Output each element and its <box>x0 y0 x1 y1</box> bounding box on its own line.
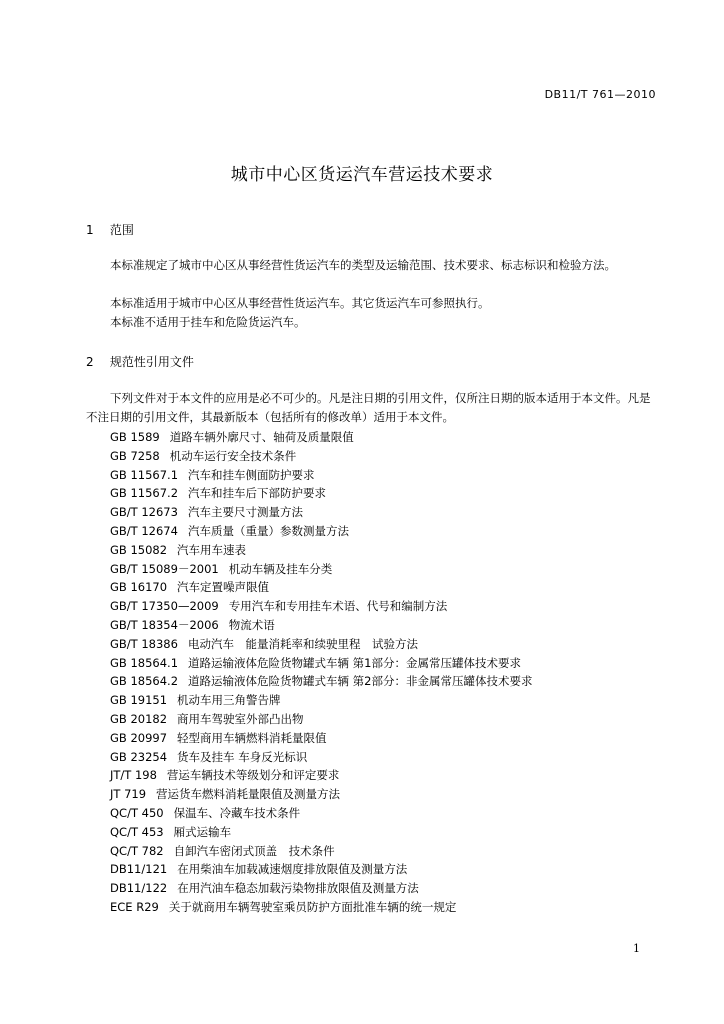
reference-code: GB/T 12674 <box>110 523 178 538</box>
reference-code: GB/T 17350—2009 <box>110 599 219 614</box>
reference-code: ECE R29 <box>110 899 159 914</box>
reference-code: DB11/121 <box>110 862 168 877</box>
reference-title: 轻型商用车辆燃料消耗量限值 <box>177 730 327 745</box>
reference-title: 机动车运行安全技术条件 <box>169 448 297 463</box>
list-item <box>110 785 532 804</box>
section-2-heading <box>86 353 194 370</box>
reference-title: 厢式运输车 <box>173 824 232 839</box>
list-item <box>110 766 532 785</box>
reference-code: GB 11567.2 <box>110 486 179 501</box>
section-1-heading <box>86 221 134 238</box>
reference-title: 汽车主要尺寸测量方法 <box>187 505 303 520</box>
reference-title: 道路车辆外廓尺寸、轴荷及质量限值 <box>169 430 354 444</box>
list-item <box>110 748 532 767</box>
reference-code: GB 1589 <box>110 430 160 444</box>
reference-code: GB/T 15089－2001 <box>110 561 219 576</box>
reference-title: 汽车和挂车侧面防护要求 <box>188 467 315 482</box>
reference-title: 物流术语 <box>228 617 275 632</box>
reference-title: 汽车定置噪声限值 <box>177 580 270 595</box>
references-intro-paragraph: 下列文件对于本文件的应用是必不可少的。凡是注日期的引用文件，仅所注日期的版本适用于本文件。凡是不注日期的引用文件，其最新版本（包括所有的修改单）适用于本文件。 <box>86 391 651 424</box>
reference-code: QC/T 782 <box>110 843 164 858</box>
list-item <box>110 879 532 898</box>
standard-code: DB11/T 761—2010 <box>544 88 656 101</box>
list-item <box>110 466 532 485</box>
reference-title: 营运货车燃料消耗量限值及测量方法 <box>156 787 341 802</box>
list-item <box>110 842 532 861</box>
list-item <box>110 428 532 447</box>
list-item <box>110 616 532 635</box>
reference-code: GB/T 18354－2006 <box>110 617 219 632</box>
list-item <box>110 447 532 466</box>
list-item <box>110 541 532 560</box>
list-item <box>110 898 532 917</box>
reference-code: GB 19151 <box>110 693 168 708</box>
reference-title: 汽车和挂车后下部防护要求 <box>188 486 327 501</box>
list-item <box>110 503 532 522</box>
reference-code: GB 23254 <box>110 749 168 764</box>
list-item <box>110 710 532 729</box>
section-title: 范围 <box>109 223 134 237</box>
reference-title: 在用柴油车加载减速烟度排放限值及测量方法 <box>177 862 408 877</box>
reference-code: GB 11567.1 <box>110 467 179 482</box>
section-number: 2 <box>86 355 94 369</box>
reference-code: DB11/122 <box>110 881 168 896</box>
reference-title: 道路运输液体危险货物罐式车辆 第2部分：非金属常压罐体技术要求 <box>188 674 533 689</box>
reference-code: JT 719 <box>110 787 147 802</box>
scope-paragraph-3: 本标准不适用于挂车和危险货运汽车。 <box>110 315 306 329</box>
reference-code: GB 15082 <box>110 542 168 557</box>
list-item <box>110 635 532 654</box>
reference-title: 机动车辆及挂车分类 <box>228 561 333 576</box>
list-item <box>110 860 532 879</box>
list-item <box>110 654 532 673</box>
reference-code: GB 20997 <box>110 730 168 745</box>
reference-title: 道路运输液体危险货物罐式车辆 第1部分：金属常压罐体技术要求 <box>188 655 521 670</box>
reference-title: 汽车质量（重量）参数测量方法 <box>187 523 349 538</box>
list-item <box>110 672 532 691</box>
list-item <box>110 823 532 842</box>
reference-code: GB 7258 <box>110 448 160 463</box>
reference-title: 在用汽油车稳态加载污染物排放限值及测量方法 <box>177 881 419 896</box>
page-number: 1 <box>633 942 640 955</box>
section-title: 规范性引用文件 <box>109 355 194 369</box>
reference-title: 商用车驾驶室外部凸出物 <box>177 711 304 726</box>
list-item <box>110 597 532 616</box>
reference-title: 自卸汽车密闭式顶盖 技术条件 <box>173 843 335 858</box>
reference-code: GB/T 12673 <box>110 505 178 520</box>
reference-title: 营运车辆技术等级划分和评定要求 <box>166 768 340 783</box>
reference-title: 保温车、冷藏车技术条件 <box>173 805 301 820</box>
reference-code: QC/T 450 <box>110 805 164 820</box>
reference-title: 货车及挂车 车身反光标识 <box>177 749 308 764</box>
list-item <box>110 484 532 503</box>
reference-code: GB/T 18386 <box>110 636 178 651</box>
list-item <box>110 560 532 579</box>
list-item <box>110 522 532 541</box>
reference-title: 汽车用车速表 <box>177 542 247 557</box>
reference-code: GB 18564.2 <box>110 674 179 689</box>
list-item <box>110 729 532 748</box>
reference-title: 机动车用三角警告牌 <box>177 693 281 708</box>
reference-title: 电动汽车 能量消耗率和续驶里程 试验方法 <box>187 636 418 651</box>
reference-code: JT/T 198 <box>110 768 157 783</box>
section-number: 1 <box>86 223 94 237</box>
reference-title: 专用汽车和专用挂车术语、代号和编制方法 <box>228 599 448 614</box>
reference-code: GB 20182 <box>110 711 168 726</box>
reference-title: 关于就商用车辆驾驶室乘员防护方面批准车辆的统一规定 <box>168 899 457 914</box>
reference-code: QC/T 453 <box>110 824 164 839</box>
reference-code: GB 18564.1 <box>110 655 179 670</box>
scope-paragraph-1: 本标准规定了城市中心区从事经营性货运汽车的类型及运输范围、技术要求、标志标识和检验方法。 <box>110 258 616 272</box>
list-item <box>110 578 532 597</box>
reference-code: GB 16170 <box>110 580 168 595</box>
scope-paragraph-2: 本标准适用于城市中心区从事经营性货运汽车。其它货运汽车可参照执行。 <box>110 296 490 310</box>
list-item <box>110 691 532 710</box>
document-title: 城市中心区货运汽车营运技术要求 <box>230 165 494 185</box>
normative-reference-list <box>110 428 532 917</box>
list-item <box>110 804 532 823</box>
